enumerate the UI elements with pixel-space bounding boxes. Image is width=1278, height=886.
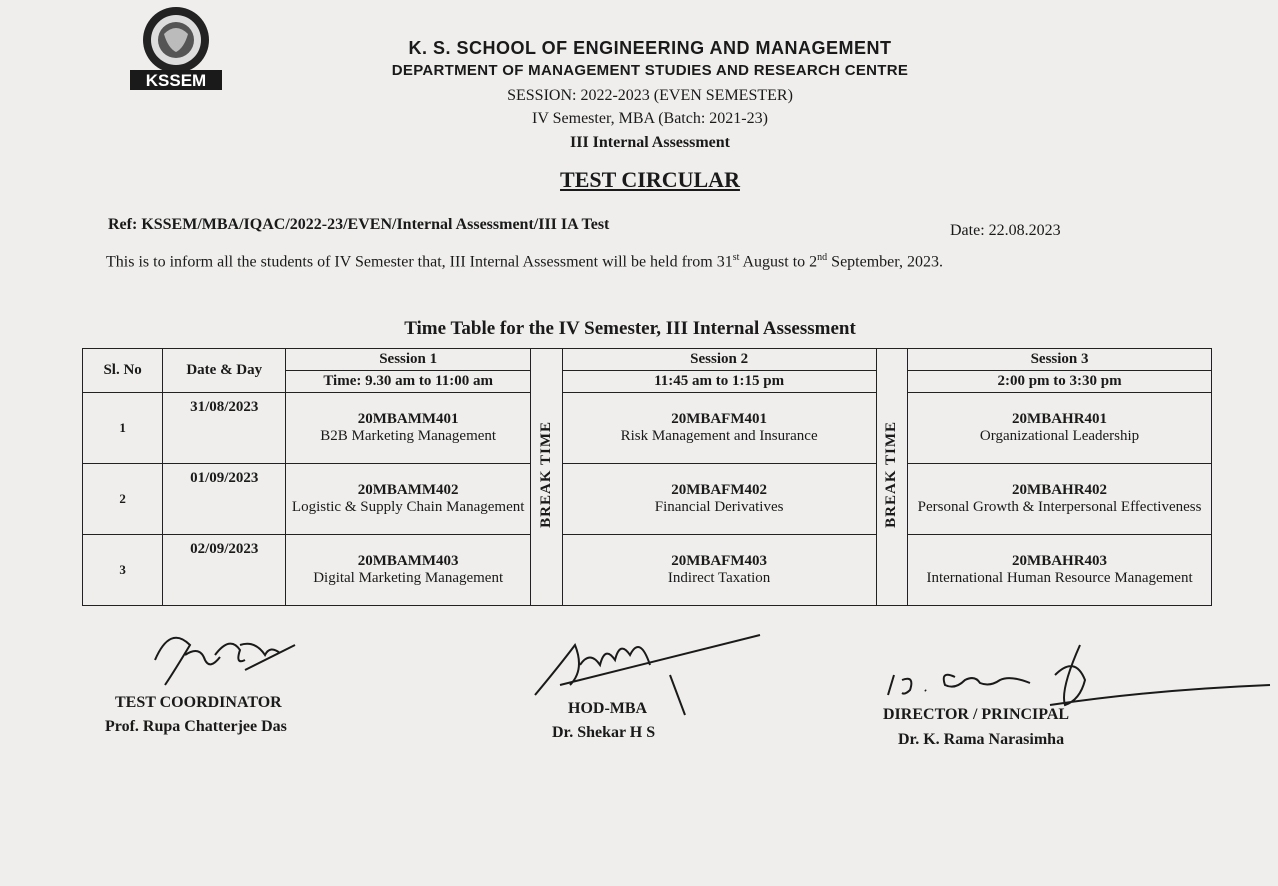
table-row xyxy=(83,393,1212,464)
row-session3 xyxy=(908,535,1212,606)
row-session1 xyxy=(286,535,531,606)
subject-name: Logistic & Supply Chain Management xyxy=(291,499,525,515)
row-session2 xyxy=(562,464,876,535)
header-session2-time: 11:45 am to 1:15 pm xyxy=(562,371,876,393)
circular-title-text: TEST CIRCULAR xyxy=(560,167,740,192)
header-slno: Sl. No xyxy=(83,349,163,393)
subject-name: Digital Marketing Management xyxy=(313,570,504,586)
row-date: 01/09/2023 xyxy=(163,464,286,535)
hod-name: Dr. Shekar H S xyxy=(552,724,656,741)
subject-code: 20MBAHR403 xyxy=(1012,553,1108,569)
header-session3-time: 2:00 pm to 3:30 pm xyxy=(908,371,1212,393)
logo-text: KSSEM xyxy=(145,71,207,90)
row-session2 xyxy=(562,393,876,464)
row-session1 xyxy=(286,464,531,535)
subject-code: 20MBAFM401 xyxy=(671,411,768,427)
college-name: K. S. SCHOOL OF ENGINEERING AND MANAGEMENT xyxy=(408,38,892,58)
row-session3 xyxy=(908,464,1212,535)
director-name: Dr. K. Rama Narasimha xyxy=(898,731,1065,748)
circular-date: Date: 22.08.2023 xyxy=(950,222,1061,239)
subject-name: B2B Marketing Management xyxy=(320,428,497,444)
intro-paragraph xyxy=(106,248,1096,271)
intro-text-1: This is to inform all the students of IV Semester that, III Internal Assessment will be held from 31 xyxy=(106,253,733,271)
reference-number: Ref: KSSEM/MBA/IQAC/2022-23/EVEN/Internal Assessment/III IA Test xyxy=(108,216,610,233)
subject-name: Personal Growth & Interpersonal Effectiveness xyxy=(917,499,1202,515)
row-session1 xyxy=(286,393,531,464)
timetable xyxy=(82,348,1212,606)
college-logo xyxy=(128,4,224,96)
table-row xyxy=(83,464,1212,535)
table-row xyxy=(83,535,1212,606)
subject-name: Risk Management and Insurance xyxy=(620,428,818,444)
subject-code: 20MBAFM402 xyxy=(671,482,768,498)
subject-code: 20MBAMM403 xyxy=(357,553,459,569)
hod-title: HOD-MBA xyxy=(568,700,648,717)
subject-code: 20MBAFM403 xyxy=(671,553,768,569)
subject-name: Indirect Taxation xyxy=(667,570,771,586)
subject-name: International Human Resource Management xyxy=(926,570,1193,586)
header-session3: Session 3 xyxy=(908,349,1212,371)
break-column-2 xyxy=(876,349,908,606)
break-column-1 xyxy=(531,349,563,606)
row-slno: 2 xyxy=(83,464,163,535)
hod-signature xyxy=(530,625,770,720)
coordinator-signature xyxy=(145,615,305,695)
header-date: Date & Day xyxy=(163,349,286,393)
coordinator-name: Prof. Rupa Chatterjee Das xyxy=(105,718,287,735)
director-title: DIRECTOR / PRINCIPAL xyxy=(883,706,1070,723)
row-session3 xyxy=(908,393,1212,464)
row-slno: 3 xyxy=(83,535,163,606)
intro-sup-2: nd xyxy=(817,252,828,263)
header-row-1 xyxy=(83,349,1212,371)
semester-line: IV Semester, MBA (Batch: 2021-23) xyxy=(532,110,768,127)
subject-name: Organizational Leadership xyxy=(979,428,1140,444)
subject-name: Financial Derivatives xyxy=(654,499,784,515)
row-date: 31/08/2023 xyxy=(163,393,286,464)
header-session1: Session 1 xyxy=(286,349,531,371)
intro-text-3: September, 2023. xyxy=(827,253,943,271)
subject-code: 20MBAMM402 xyxy=(357,482,459,498)
row-session2 xyxy=(562,535,876,606)
subject-code: 20MBAHR401 xyxy=(1012,411,1108,427)
coordinator-title: TEST COORDINATOR xyxy=(115,694,282,711)
assessment-line: III Internal Assessment xyxy=(569,134,730,151)
intro-text-2: August to 2 xyxy=(739,253,818,271)
header-session1-time: Time: 9.30 am to 11:00 am xyxy=(286,371,531,393)
subject-code: 20MBAHR402 xyxy=(1012,482,1108,498)
break-label-2: BREAK TIME xyxy=(883,421,900,528)
row-slno: 1 xyxy=(83,393,163,464)
timetable-title: Time Table for the IV Semester, III Internal Assessment xyxy=(404,318,856,339)
intro-sup-1: st xyxy=(732,252,740,263)
session-line: SESSION: 2022-2023 (EVEN SEMESTER) xyxy=(507,87,793,104)
header-session2: Session 2 xyxy=(562,349,876,371)
row-date: 02/09/2023 xyxy=(163,535,286,606)
circular-title xyxy=(300,167,1000,193)
department-name: DEPARTMENT OF MANAGEMENT STUDIES AND RESEARCH CENTRE xyxy=(391,62,909,79)
subject-code: 20MBAMM401 xyxy=(357,411,459,427)
break-label-1: BREAK TIME xyxy=(537,421,554,528)
